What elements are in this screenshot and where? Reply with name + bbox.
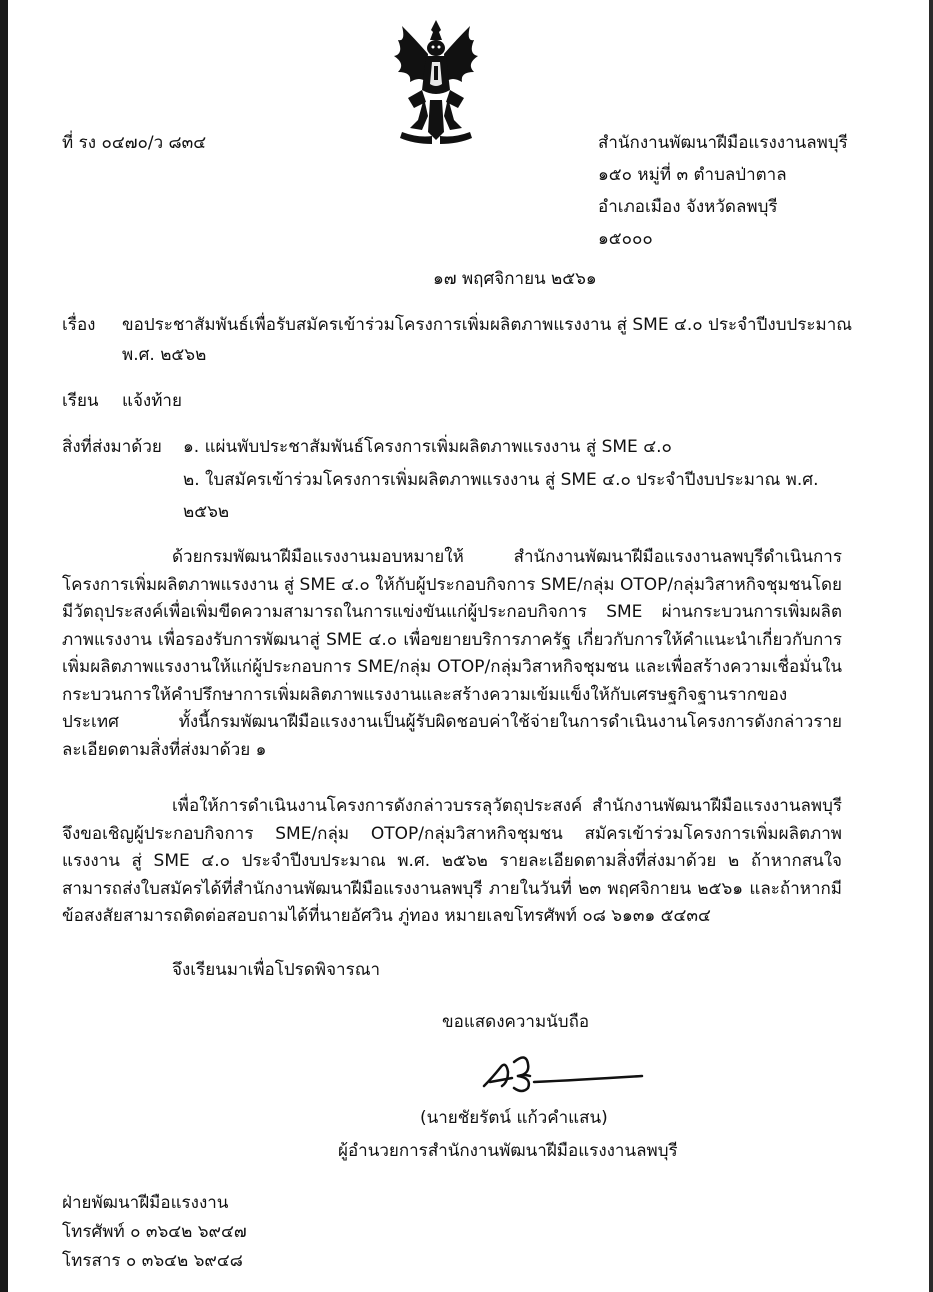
body-paragraph-1-text: ด้วยกรมพัฒนาฝีมือแรงงานมอบหมายให้ สำนักงานพัฒนาฝีมือแรงงานลพบุรีดำเนินการ โครงการเพิ่มผลิตภาพแรงงาน สู่ SME ๔.๐ ให้กับผู้ประกอบกิจการ SME/กลุ่ม OTOP/กลุ่มวิสาหกิจชุมชนโดยมีวัตถุประสงค์เพื่อเพิ่มขีดความสามารถในการแข่งขันแก่ผู้ประกอบกิจการ SME ผ่านกระบวนการเพิ่มผลิตภาพแรงงาน เพื่อรองรับการพัฒนาสู่ SME ๔.๐ เพื่อขยายบริการภาครัฐ เกี่ยวกับการให้คำแนะนำเกี่ยวกับการเพิ่มผลิตภาพแรงงานให้แก่ผู้ประกอบการ SME/กลุ่ม OTOP/กลุ่มวิสาหกิจชุมชน และเพื่อสร้างความเชื่อมั่นในกระบวนการให้คำปรึกษาการเพิ่มผลิตภาพแรงงานและสร้างความเข้มแข็งให้กับเศรษฐกิจฐานรากของประเทศ ทั้งนี้กรมพัฒนาฝีมือแรงงานเป็นผู้รับผิดชอบค่าใช้จ่ายในการดำเนินงานโครงการดังกล่าวรายละเอียดตามสิ่งที่ส่งมาด้วย ๑	[62, 547, 842, 760]
signature-image	[478, 1048, 648, 1098]
reference-number: ที่ รง ๐๔๗๐/ว ๘๓๔	[62, 133, 207, 153]
enclosure-item-1: ๑. แผ่นพับประชาสัมพันธ์โครงการเพิ่มผลิตภาพแรงงาน สู่ SME ๔.๐	[183, 437, 672, 457]
signer-name: (นายชัยรัตน์ แก้วคำแสน)	[420, 1108, 608, 1128]
footer-phone: โทรศัพท์ ๐ ๓๖๔๒ ๖๙๔๗	[62, 1222, 247, 1242]
enclosure-item-2-line-2: ๒๕๖๒	[183, 502, 230, 522]
scan-left-edge	[0, 0, 8, 1292]
sender-address-1: ๑๕๐ หมู่ที่ ๓ ตำบลป่าตาล	[598, 165, 787, 185]
letter-date: ๑๗ พฤศจิกายน ๒๕๖๑	[433, 269, 597, 289]
subject-label: เรื่อง	[62, 315, 96, 335]
enclosure-item-2-line-1: ๒. ใบสมัครเข้าร่วมโครงการเพิ่มผลิตภาพแรงงาน สู่ SME ๔.๐ ประจำปีงบประมาณ พ.ศ.	[183, 470, 819, 490]
sender-org: สำนักงานพัฒนาฝีมือแรงงานลพบุรี	[598, 133, 848, 153]
salutation-label: เรียน	[62, 391, 99, 411]
sender-postcode: ๑๕๐๐๐	[598, 229, 653, 249]
signer-title: ผู้อำนวยการสำนักงานพัฒนาฝีมือแรงงานลพบุรี	[338, 1141, 678, 1161]
sender-address-2: อำเภอเมือง จังหวัดลพบุรี	[598, 197, 778, 217]
garuda-emblem-icon	[388, 20, 484, 148]
closing-request: จึงเรียนมาเพื่อโปรดพิจารณา	[172, 960, 381, 980]
body-paragraph-2-text: เพื่อให้การดำเนินงานโครงการดังกล่าวบรรลุวัตถุประสงค์ สำนักงานพัฒนาฝีมือแรงงานลพบุรี จึงขอเชิญผู้ประกอบกิจการ SME/กลุ่ม OTOP/กลุ่มวิสาหกิจชุมชน สมัครเข้าร่วมโครงการเพิ่มผลิตภาพแรงงาน สู่ SME ๔.๐ ประจำปีงบประมาณ พ.ศ. ๒๕๖๒ รายละเอียดตามสิ่งที่ส่งมาด้วย ๒ ถ้าหากสนใจสามารถส่งใบสมัครได้ที่สำนักงานพัฒนาฝีมือแรงงานลพบุรี ภายในวันที่ ๒๓ พฤศจิกายน ๒๕๖๑ และถ้าหากมีข้อสงสัยสามารถติดต่อสอบถามได้ที่นายอัศวิน ภู่ทอง หมายเลขโทรศัพท์ ๐๘ ๖๑๓๑ ๕๔๓๔	[62, 796, 842, 926]
complimentary-close: ขอแสดงความนับถือ	[442, 1012, 590, 1032]
footer-fax: โทรสาร ๐ ๓๖๔๒ ๖๙๔๘	[62, 1251, 243, 1271]
body-paragraph-1	[62, 544, 842, 764]
enclosures-label: สิ่งที่ส่งมาด้วย	[62, 437, 162, 457]
scan-right-edge	[929, 0, 933, 1292]
subject-line-2: พ.ศ. ๒๕๖๒	[122, 345, 207, 365]
subject-line-1: ขอประชาสัมพันธ์เพื่อรับสมัครเข้าร่วมโครงการเพิ่มผลิตภาพแรงงาน สู่ SME ๔.๐ ประจำปีงบประมาณ	[122, 315, 853, 335]
footer-unit: ฝ่ายพัฒนาฝีมือแรงงาน	[62, 1193, 229, 1213]
body-paragraph-2	[62, 793, 842, 931]
salutation-value: แจ้งท้าย	[122, 391, 182, 411]
